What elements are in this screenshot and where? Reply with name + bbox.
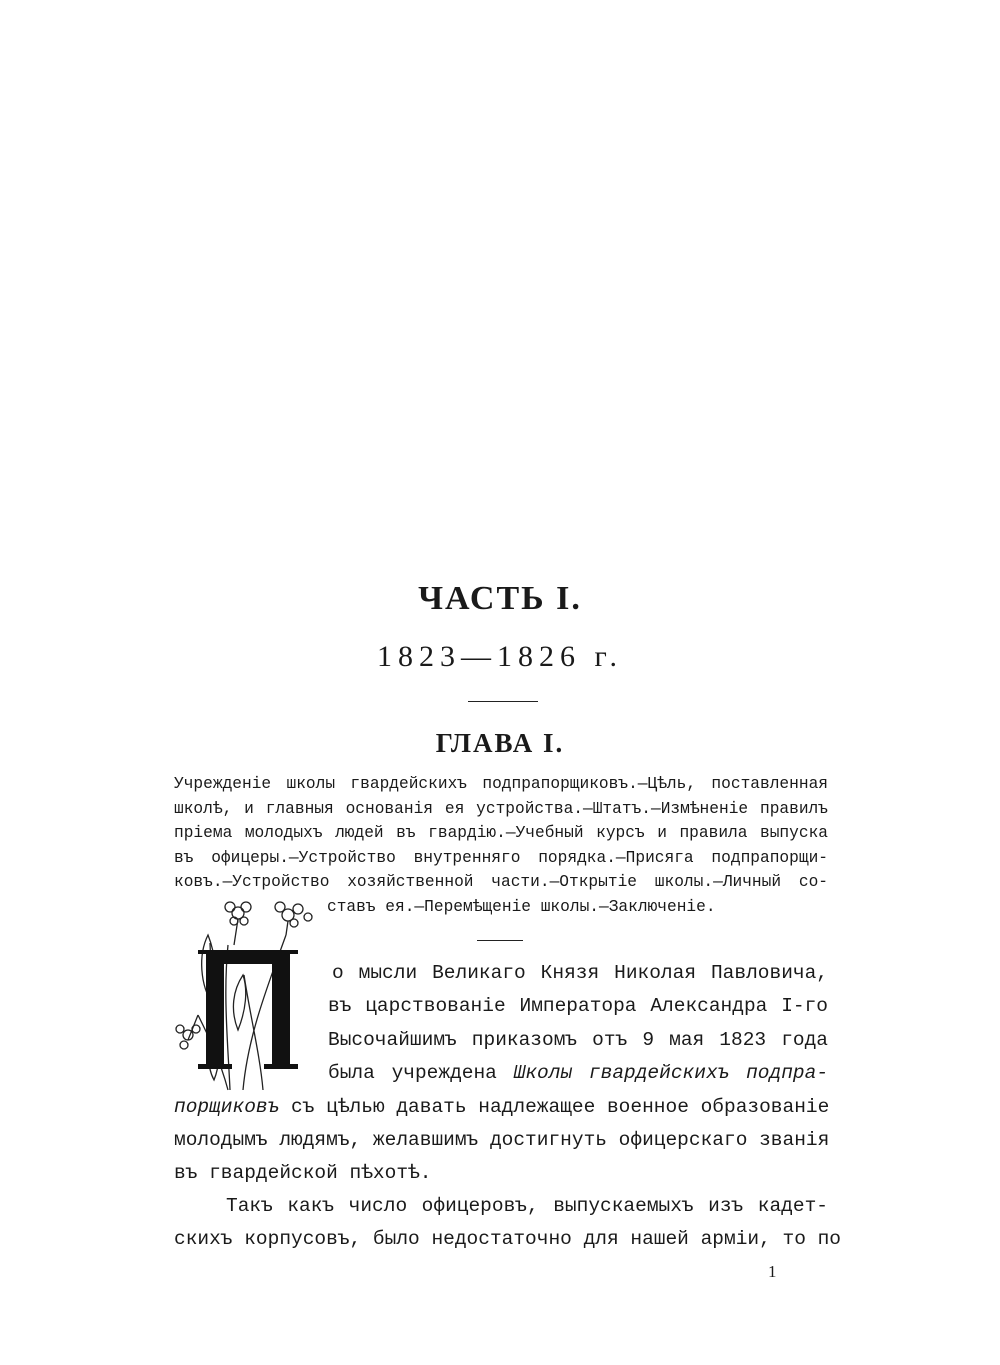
body-line: скихъ корпусовъ, было недостаточно для нашей арміи, то по: [174, 1228, 842, 1250]
summary-line: Учрежденіе школы гвардейскихъ подпрапорщиковъ.—Цѣль, поставленная: [174, 775, 828, 793]
initial-letter: П: [168, 895, 169, 896]
body-line: [174, 1096, 828, 1118]
divider-rule: [468, 701, 538, 702]
body-line: [328, 1062, 828, 1084]
body-line: молодымъ людямъ, желавшимъ достигнуть офицерскаго званія: [174, 1129, 830, 1151]
body-line: Такъ какъ число офицеровъ, выпускаемыхъ изъ кадет-: [226, 1195, 828, 1217]
summary-line: ставъ ея.—Перемѣщеніе школы.—Заключеніе.: [327, 897, 716, 916]
page-number: 1: [768, 1262, 777, 1281]
body-line: въ гвардейской пѣхотѣ.: [174, 1162, 432, 1184]
floral-ornament-icon: [176, 902, 312, 1090]
school-name-italic: порщиковъ: [174, 1096, 280, 1118]
decorated-initial: [168, 895, 332, 1095]
divider-rule: [477, 940, 523, 941]
body-line: Высочайшимъ приказомъ отъ 9 мая 1823 года: [328, 1029, 828, 1051]
body-line: въ царствованіе Императора Александра I-го: [328, 995, 828, 1017]
initial-letter-glyph: [198, 950, 298, 1069]
body-text-span: была учреждена: [328, 1062, 497, 1084]
body-text-span: съ цѣлью давать надлежащее военное образованіе: [291, 1096, 830, 1118]
years-range: 1823—1826 г.: [377, 640, 623, 673]
summary-line: ковъ.—Устройство хозяйственной части.—Открытіе школы.—Личный со-: [174, 873, 828, 891]
summary-line: въ офицеры.—Устройство внутренняго порядка.—Присяга подпрапорщи-: [174, 848, 828, 867]
summary-line: пріема молодыхъ людей въ гвардію.—Учебный курсъ и правила выпуска: [174, 824, 828, 842]
summary-line: школѣ, и главныя основанія ея устройства.—Штатъ.—Измѣненіе правилъ: [174, 799, 828, 818]
body-line: о мысли Великаго Князя Николая Павловича,: [332, 962, 828, 984]
school-name-italic: Школы гвардейскихъ подпра-: [513, 1062, 829, 1084]
part-title: ЧАСТЬ I.: [418, 580, 582, 617]
chapter-title: ГЛАВА I.: [435, 728, 565, 758]
